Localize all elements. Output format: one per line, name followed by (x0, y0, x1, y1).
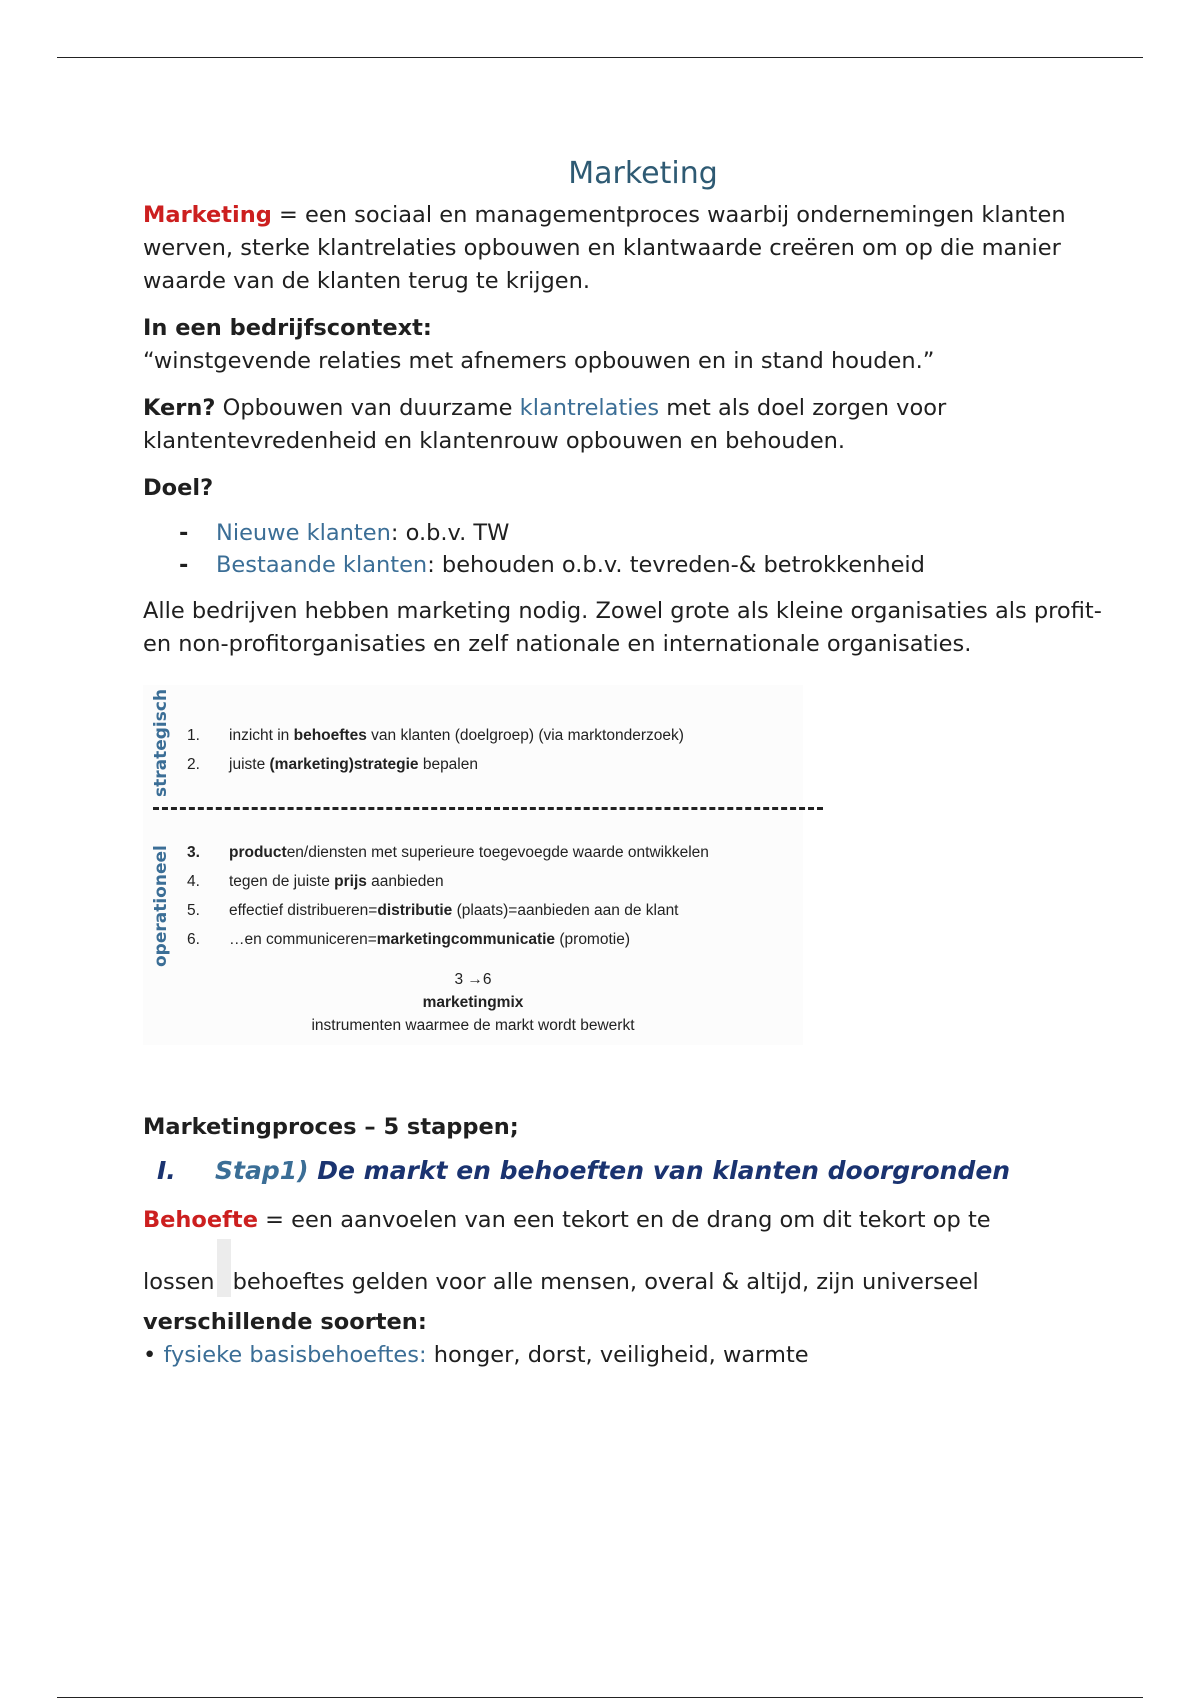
soorten-item (143, 1339, 1103, 1372)
step-heading (143, 1154, 1103, 1188)
figure-row (187, 931, 630, 949)
context-quote: “winstgevende relaties met afnemers opbouwen en in stand houden.” (143, 348, 935, 374)
soorten-heading: verschillende soorten: (143, 1309, 427, 1335)
kern-paragraph (143, 392, 1103, 458)
figure-row-number: 3. (187, 844, 200, 861)
behoefte-definition (143, 1204, 1103, 1237)
behoefte-line2-b: behoeftes gelden voor alle mensen, overal & altijd, zijn universeel (232, 1269, 979, 1295)
figure-row (187, 756, 478, 774)
figure-row-number: 2. (187, 756, 200, 773)
figure-row-text: (plaats)=aanbieden aan de klant (452, 902, 679, 919)
figure-row-bold-text: product (229, 844, 287, 861)
top-rule (57, 57, 1143, 58)
dashed-divider (153, 807, 823, 810)
figure-row (187, 902, 679, 920)
operationeel-label: operationeel (151, 845, 171, 967)
figure-row-number: 6. (187, 931, 200, 948)
doel-heading: Doel? (143, 475, 214, 501)
list-item (143, 517, 1103, 549)
definition-text: = een sociaal en managementproces waarbij ondernemingen klanten werven, sterke klantrelaties opbouwen en klantwaarde creëren om op die manier waarde van de klanten terug te krijgen. (143, 202, 1066, 294)
figure-row-text: inzicht in (229, 727, 294, 744)
soorten-label: fysieke basisbehoeftes: (163, 1342, 427, 1368)
figure-row-text: aanbieden (366, 873, 444, 890)
figure-row-text: (promotie) (555, 931, 630, 948)
bottom-rule (57, 1697, 1143, 1698)
document-page (143, 150, 1103, 1372)
dash-marker: - (179, 520, 189, 546)
figure-row-number: 4. (187, 873, 200, 890)
mix-range: 3 →6 (454, 971, 492, 988)
mix-title: marketingmix (422, 994, 524, 1011)
page-title: Marketing (568, 156, 718, 191)
figure-row-text: …en communiceren= (229, 931, 377, 948)
list-item-label: Nieuwe klanten (216, 520, 391, 546)
context-heading: In een bedrijfscontext: (143, 315, 432, 341)
figure-row-text: van klanten (doelgroep) (via marktonderzoek) (366, 727, 684, 744)
soorten-text: honger, dorst, veiligheid, warmte (426, 1342, 809, 1368)
behoefte-line2-a: lossen (143, 1269, 215, 1295)
figure-row-number: 5. (187, 902, 200, 919)
marketing-figure (143, 685, 803, 1045)
kern-text-after: met als doel zorgen voor klantentevredenheid en klantenrouw opbouwen en behouden. (143, 395, 947, 454)
list-item-text: : behouden o.b.v. tevreden-& betrokkenheid (427, 552, 925, 578)
behoefte-line2 (143, 1239, 1103, 1314)
behoefte-text: = een aanvoelen van een tekort en de drang om dit tekort op te (257, 1207, 991, 1233)
mix-description: instrumenten waarmee de markt wordt bewerkt (311, 1017, 635, 1034)
figure-row (187, 844, 709, 862)
figure-row-bold-text: (marketing)strategie (269, 756, 419, 773)
process-heading: Marketingproces – 5 stappen; (143, 1114, 519, 1140)
figure-row-text: tegen de juiste (229, 873, 335, 890)
doel-list (143, 517, 1103, 581)
list-item-text: : o.b.v. TW (390, 520, 510, 546)
figure-row-bold-text: behoeftes (293, 727, 367, 744)
definition-term: Marketing (143, 202, 272, 228)
marketing-definition (143, 199, 1103, 298)
bullet-marker: • (143, 1342, 157, 1368)
text-cursor-block (217, 1239, 231, 1297)
figure-row-text: juiste (229, 756, 270, 773)
step-roman: I. (157, 1156, 176, 1185)
figure-row-bold-text: distributie (377, 902, 453, 919)
list-item-label: Bestaande klanten (216, 552, 428, 578)
figure-row-bold-text: prijs (334, 873, 367, 890)
kern-label: Kern? (143, 395, 216, 421)
step-number: Stap1) (215, 1156, 309, 1185)
strategisch-label: strategisch (151, 688, 171, 797)
kern-text-before: Opbouwen van duurzame (215, 395, 520, 421)
figure-row (187, 727, 684, 745)
figure-row-text: bepalen (418, 756, 478, 773)
figure-row-text: en/diensten met superieure toegevoegde waarde ontwikkelen (286, 844, 709, 861)
all-companies-paragraph: Alle bedrijven hebben marketing nodig. Zowel grote als kleine organisaties als profit-en non-profitorganisaties en zelf nationale en internationale organisaties. (143, 598, 1102, 657)
figure-row (187, 873, 444, 891)
list-item (143, 549, 1103, 581)
dash-marker: - (179, 552, 189, 578)
figure-row-bold-text: marketingcommunicatie (376, 931, 556, 948)
figure-row-text: effectief distribueren= (229, 902, 378, 919)
figure-row-number: 1. (187, 727, 200, 744)
kern-highlight: klantrelaties (519, 395, 660, 421)
step-title: De markt en behoeften van klanten doorgronden (308, 1156, 1011, 1185)
behoefte-term: Behoefte (143, 1207, 258, 1233)
